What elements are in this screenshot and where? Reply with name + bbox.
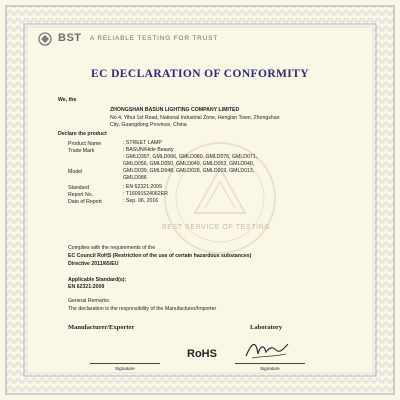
complies-line-3: Directive 2011/65/EU — [68, 261, 119, 267]
company-name: ZHONGSHAN BASUN LIGHTING COMPANY LIMITED — [110, 107, 240, 113]
date-of-report-value: : Sep. 06, 2016 — [123, 198, 159, 204]
applicable-standards-value: EN 62321:2009 — [68, 284, 105, 290]
standard-value: : EN 62321:2009 — [123, 184, 162, 190]
declare-label: Declare the product — [58, 131, 107, 137]
certificate-content — [30, 30, 370, 370]
date-of-report-label: Date of Report — [68, 199, 102, 205]
standard-label: Standard — [68, 185, 90, 191]
model-line-3: GMLD039, GMLD048, GMLD028, GMLD019, GMLD013, — [123, 168, 255, 174]
report-no-value: : T16091524062ER — [123, 191, 168, 197]
company-address-line2: City, Guangdong Province, China — [110, 122, 187, 128]
certificate-title: EC DECLARATION OF CONFORMITY — [91, 68, 309, 80]
laboratory-label: Laboratory — [250, 324, 283, 331]
product-name-label: Product Name — [68, 141, 102, 147]
watermark-text: BEST SERVICE OF TESTING — [162, 224, 271, 231]
brand-tagline: A RELIABLE TESTING FOR TRUST — [90, 35, 218, 42]
report-no-label: Report No. — [68, 192, 94, 198]
trade-mark-value: : BASUN/Hide Beauty — [123, 147, 174, 153]
manufacturer-exporter-label: Manufacturer/Exporter — [68, 324, 135, 331]
laboratory-signature-line — [235, 363, 305, 364]
laboratory-signature-graphic — [242, 336, 292, 364]
applicable-standards-label: Applicable Standard(s): — [68, 277, 127, 283]
we-the-label: We, the — [58, 97, 77, 103]
rohs-mark: RoHS — [187, 348, 217, 360]
company-address-line1: No.4, Yihui 1st Road, National Industrial Zone, Henglan Town, Zhongshan — [110, 115, 280, 121]
model-label: Model — [68, 169, 83, 175]
general-remarks-label: General Remarks: — [68, 298, 111, 304]
model-line-2: GMLD056, GMLD050, GMLD049, GMLD053, GMLD040, — [123, 161, 255, 167]
product-name-value: : STREET LAMP — [123, 140, 162, 146]
trade-mark-label: Trade Mark — [68, 148, 95, 154]
laboratory-signature-caption: Signature — [260, 366, 280, 371]
manufacturer-signature-line — [90, 363, 160, 364]
general-remarks-text: The declaration is the responsibility of the Manufacturer/Importer — [68, 306, 217, 312]
bst-logo-icon — [38, 32, 54, 46]
brand-name: BST — [58, 32, 82, 44]
complies-line-2: EC Council RoHS (Restriction of the use of certain hazardous substances) — [68, 253, 252, 259]
header — [38, 32, 368, 46]
manufacturer-signature-caption: Signature — [115, 366, 135, 371]
model-line-4: GMLD086 — [123, 175, 147, 181]
complies-line-1: Complies with the requirements of the — [68, 245, 156, 251]
model-line-1: : GMLD397, GMLD066, GMLD080, GMLD076, GMLD071, — [123, 154, 258, 160]
